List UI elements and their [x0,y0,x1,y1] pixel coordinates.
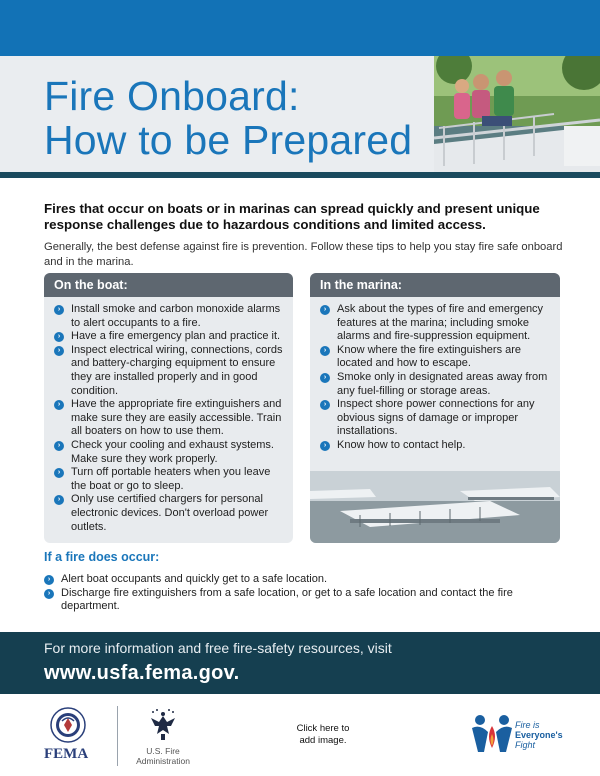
in-the-marina-list [310,297,560,453]
list-item-text: Turn off portable heaters when you leave the boat or go to sleep. [71,466,271,492]
list-item-text: Ask about the types of fire and emergency features at the marina; including smoke alarms and fire-suppression equipment. [337,303,544,343]
list-item-text: Know where the fire extinguishers are located and how to escape. [337,343,522,370]
chevron-right-circle-icon: › [54,332,64,342]
title-line-1: Fire Onboard: [44,73,300,119]
add-image-placeholder[interactable]: Click here to add image. [296,723,350,746]
list-item-text: Check your cooling and exhaust systems. Make sure they work properly. [71,438,274,465]
chevron-right-circle-icon: › [320,305,330,315]
chevron-right-circle-icon: › [54,400,64,410]
footer-banner [0,632,600,694]
list-item [320,344,552,371]
hero-divider-stripe [0,172,600,178]
in-the-marina-panel [310,273,560,543]
fire-is-everyones-fight-text [515,720,563,750]
fire-occurs-list [44,573,564,614]
title-line-2: How to be Prepared [44,117,413,163]
fef-line-1: Fire is [515,720,540,730]
fef-line-3: Fight [515,740,536,750]
intro-paragraph: Generally, the best defense against fire is prevention. Follow these tips to help you stay fire safe onboard and in the marina. [44,241,563,268]
list-item-text: Smoke only in designated areas away from any fuel-filling or storage areas. [337,370,548,397]
list-item-text: Have the appropriate fire extinguishers and make sure they are easily accessible. Train all boaters on how to use them. [71,398,282,438]
chevron-right-circle-icon: › [320,346,330,356]
list-item [320,371,552,398]
usfa-line-2: Administration [136,756,190,766]
on-the-boat-panel [44,273,293,543]
fef-line-2: Everyone's [515,730,563,740]
list-item [54,493,285,534]
chevron-right-circle-icon: › [320,441,330,451]
list-item-text: Discharge fire extinguishers from a safe location, or get to a safe location and contact the fire department. [61,586,513,613]
list-item [44,587,564,614]
list-item [54,439,285,466]
logo-divider [117,706,118,766]
footer-info-text: For more information and free fire-safety resources, visit [44,640,392,656]
list-item [320,398,552,439]
list-item [54,398,285,439]
fema-logo-text: FEMA [44,746,89,762]
list-item-text: Alert boat occupants and quickly get to a safe location. [61,573,327,585]
chevron-right-circle-icon: › [44,575,54,585]
chevron-right-circle-icon: › [54,346,64,356]
marina-docks-photo [310,471,560,543]
list-item-text: Inspect shore power connections for any obvious signs of damage or improper installations. [337,398,535,438]
chevron-right-circle-icon: › [54,305,64,315]
list-item [320,439,552,453]
people-flame-icon [470,712,514,761]
chevron-right-circle-icon: › [44,589,54,599]
list-item [54,344,285,398]
family-on-boat-photo [434,56,600,172]
list-item [54,466,285,493]
top-banner [0,0,600,56]
list-item [54,303,285,330]
list-item-text: Inspect electrical wiring, connections, cords and battery-charging equipment to ensure they are installed properly and in good condition. [71,343,283,397]
list-item-text: Install smoke and carbon monoxide alarms to alert occupants to a fire. [71,303,281,329]
logo-bar [0,700,600,776]
page-title [44,74,412,162]
list-item-text: Only use certified chargers for personal electronic devices. Don't overload power outlets. [71,493,269,533]
list-item-text: Know how to contact help. [337,438,466,451]
chevron-right-circle-icon: › [320,373,330,383]
usfa-logo-text [133,746,193,766]
chevron-right-circle-icon: › [54,441,64,451]
on-the-boat-list [44,297,293,534]
fire-occurs-heading: If a fire does occur: [44,550,160,564]
hero-section [0,56,600,176]
list-item [44,573,564,587]
list-item-text: Have a fire emergency plan and practice it. [71,330,281,343]
on-the-boat-heading: On the boat: [44,273,293,297]
chevron-right-circle-icon: › [320,400,330,410]
usfa-line-1: U.S. Fire [146,746,180,756]
dhs-seal-icon [50,707,86,748]
chevron-right-circle-icon: › [54,495,64,505]
footer-website-link[interactable]: www.usfa.fema.gov. [44,662,240,684]
list-item [54,330,285,344]
list-item [320,303,552,344]
in-the-marina-heading: In the marina: [310,273,560,297]
chevron-right-circle-icon: › [54,468,64,478]
lead-paragraph: Fires that occur on boats or in marinas can spread quickly and present unique response challenges due to hazardous conditions and limited access. [44,201,540,232]
eagle-icon [147,708,179,747]
